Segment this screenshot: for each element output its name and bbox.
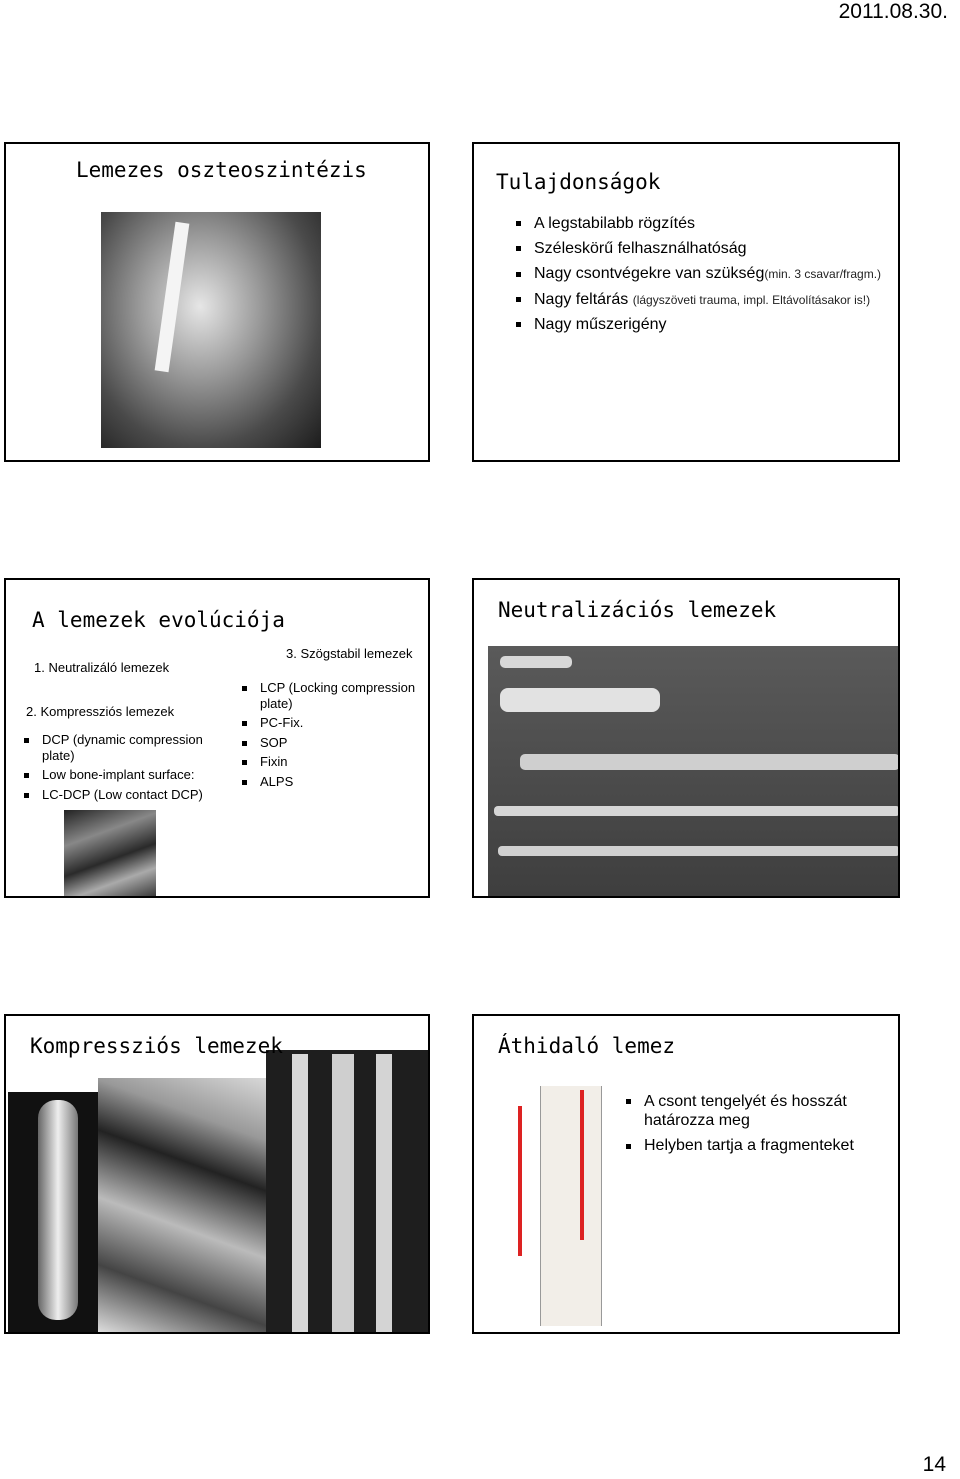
slide-title: Lemezes oszteoszintézis — [76, 158, 367, 182]
xray-image — [101, 212, 321, 448]
list-item: LC-DCP (Low contact DCP) — [24, 787, 214, 803]
print-date: 2011.08.30. — [838, 0, 948, 23]
angle-stable-list — [242, 680, 422, 790]
list-item: Nagy műszerigény — [516, 315, 886, 334]
slide-1 — [4, 142, 430, 462]
long-plate-2 — [494, 806, 900, 816]
force-arrow-right — [580, 1090, 584, 1240]
slide-3 — [4, 578, 430, 898]
t-plate-large — [500, 688, 660, 712]
plate-shape — [376, 1054, 392, 1332]
list-item: Nagy feltárás (lágyszöveti trauma, impl. Eltávolításakor is!) — [516, 290, 886, 309]
list-item: Fixin — [242, 754, 422, 770]
bone-illustration — [540, 1086, 602, 1326]
long-plate-3 — [498, 846, 900, 856]
list-item: ALPS — [242, 774, 422, 790]
bridging-plate-diagram — [516, 1086, 626, 1326]
t-plate-small — [500, 656, 572, 668]
compression-list — [24, 732, 214, 802]
list-item: Low bone-implant surface: — [24, 767, 214, 783]
plate-photo-3 — [266, 1050, 430, 1334]
item-2-heading: 2. Kompressziós lemezek — [26, 704, 175, 719]
slide-title: A lemezek evolúciója — [32, 608, 285, 632]
dcp-plate-photo — [64, 810, 156, 898]
slide-4 — [472, 578, 900, 898]
page-number: 14 — [922, 1453, 946, 1476]
list-item: LCP (Locking compression plate) — [242, 680, 422, 711]
list-item: A csont tengelyét és hosszát határozza meg — [626, 1092, 886, 1130]
list-item: Nagy csontvégekre van szükség(min. 3 csavar/fragm.) — [516, 264, 886, 283]
force-arrow-left — [518, 1106, 522, 1256]
list-item: SOP — [242, 735, 422, 751]
item-1-heading: 1. Neutralizáló lemezek — [34, 660, 170, 675]
properties-list — [516, 214, 886, 334]
slide-title: Kompressziós lemezek — [30, 1034, 283, 1058]
slide-title: Neutralizációs lemezek — [498, 598, 777, 622]
list-item: A legstabilabb rögzítés — [516, 214, 886, 233]
slide-title: Tulajdonságok — [496, 170, 661, 194]
list-item: PC-Fix. — [242, 715, 422, 731]
slide-2 — [472, 142, 900, 462]
plate-shape — [38, 1100, 78, 1320]
long-plate-1 — [520, 754, 900, 770]
list-item: DCP (dynamic compression plate) — [24, 732, 214, 763]
slide-title: Áthidaló lemez — [498, 1034, 676, 1058]
plate-shape — [292, 1054, 308, 1332]
slide-5 — [4, 1014, 430, 1334]
plate-implant — [155, 222, 190, 372]
plate-shape — [332, 1054, 354, 1332]
item-3-heading: 3. Szögstabil lemezek — [286, 646, 413, 661]
list-item: Széleskörű felhasználhatóság — [516, 239, 886, 258]
slide-6 — [472, 1014, 900, 1334]
list-item: Helyben tartja a fragmenteket — [626, 1136, 886, 1155]
bridging-list — [626, 1092, 886, 1156]
plates-photo — [488, 646, 900, 898]
